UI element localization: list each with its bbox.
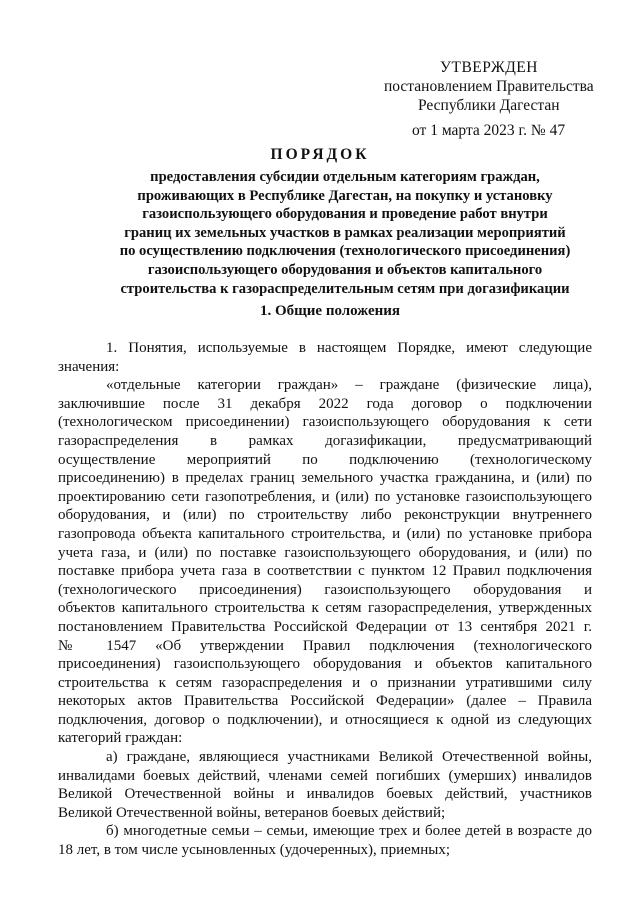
- body-line: присоединения) газоиспользующего оборудования и объектов капитального: [58, 656, 592, 673]
- document-body: [58, 339, 592, 860]
- body-line: подключения, договор о подключении), и относящиеся к одной из следующих: [58, 711, 592, 728]
- subtitle-line: по осуществлению подключения (технологического присоединения): [119, 243, 571, 260]
- subtitle-line: предоставления субсидии отдельным категориям граждан,: [150, 169, 540, 185]
- approval-stamp: [382, 58, 612, 140]
- approval-line: постановлением Правительства: [384, 78, 594, 95]
- body-line: Великой Отечественной войны и инвалидов боевых действий, участников: [58, 786, 592, 803]
- body-line: 1. Понятия, используемые в настоящем Порядке, имеют следующие: [106, 340, 592, 356]
- section-heading: 1. Общие положения: [259, 303, 401, 319]
- body-line: газопровода объекта капитального строительства, и (или) по установке прибора: [58, 525, 592, 542]
- body-line: постановлением Правительства Российской Федерации от 13 сентября 2021 г.: [58, 618, 592, 635]
- body-line: некоторых актов Правительства Российской Федерации» (далее – Правила: [58, 693, 592, 710]
- body-line: инвалидами боевых действий, членами семей погибших (умерших) инвалидов: [58, 767, 592, 784]
- body-line: оборудования, и (или) по строительству либо реконструкции внутреннего: [58, 507, 592, 524]
- approval-title: УТВЕРЖДЕН: [440, 59, 538, 76]
- approval-line: Республики Дагестан: [418, 97, 560, 114]
- subtitle-line: строительства к газораспределительным сетям при догазификации: [120, 280, 570, 297]
- body-line: газораспределения в рамках догазификации, предусматривающий: [58, 432, 592, 449]
- body-line: учета газа, и (или) по поставке газоиспользующего оборудования, и (или) по: [58, 544, 592, 561]
- body-line: объектов капитального строительства к сетям газораспределения, утвержденных: [58, 600, 592, 617]
- body-line: проектированию сети газопотребления, и (или) по установке газоиспользующего: [58, 488, 592, 505]
- document-subtitle: [60, 168, 630, 298]
- body-line: (технологическом присоединении) газоиспользующего оборудования к сети: [58, 414, 592, 431]
- subtitle-line: проживающих в Республике Дагестан, на покупку и установку: [137, 187, 553, 204]
- subtitle-line: газоиспользующего оборудования и проведение работ внутри: [142, 206, 548, 223]
- body-line: Великой Отечественной войны, ветеранов боевых действий;: [58, 804, 446, 821]
- body-line: «отдельные категории граждан» – граждане (физические лица),: [106, 377, 592, 394]
- body-line: б) многодетные семьи – семьи, имеющие трех и более детей в возрасте до: [106, 823, 592, 840]
- body-line: значения:: [58, 358, 120, 375]
- body-line: заключившие после 31 декабря 2022 года договор о подключении: [58, 395, 592, 412]
- body-line: 18 лет, в том числе усыновленных (удочеренных), приемных;: [58, 842, 451, 859]
- body-line: поставке прибора учета газа в соответствии с пунктом 12 Правил подключения: [58, 563, 592, 580]
- approval-date: от 1 марта 2023 г. № 47: [412, 122, 566, 139]
- body-line: а) граждане, являющиеся участниками Великой Отечественной войны,: [106, 749, 592, 766]
- subtitle-line: газоиспользующего оборудования и объектов капитального: [147, 261, 543, 278]
- subtitle-line: границ их земельных участков в рамках реализации мероприятий: [124, 224, 566, 241]
- body-line: осуществление мероприятий по подключению (технологическому: [58, 451, 592, 468]
- document-title: ПОРЯДОК: [270, 146, 370, 163]
- body-line: (технологического присоединения) газоиспользующего оборудования и: [58, 581, 592, 598]
- body-line: № 1547 «Об утверждении Правил подключения (технологического: [58, 637, 592, 654]
- body-line: категорий граждан:: [58, 730, 183, 747]
- body-line: строительства к сетям газораспределения и о признании утратившими силу: [58, 674, 592, 691]
- body-line: присоединению) в пределах границ земельного участка гражданина, и (или) по: [58, 470, 592, 487]
